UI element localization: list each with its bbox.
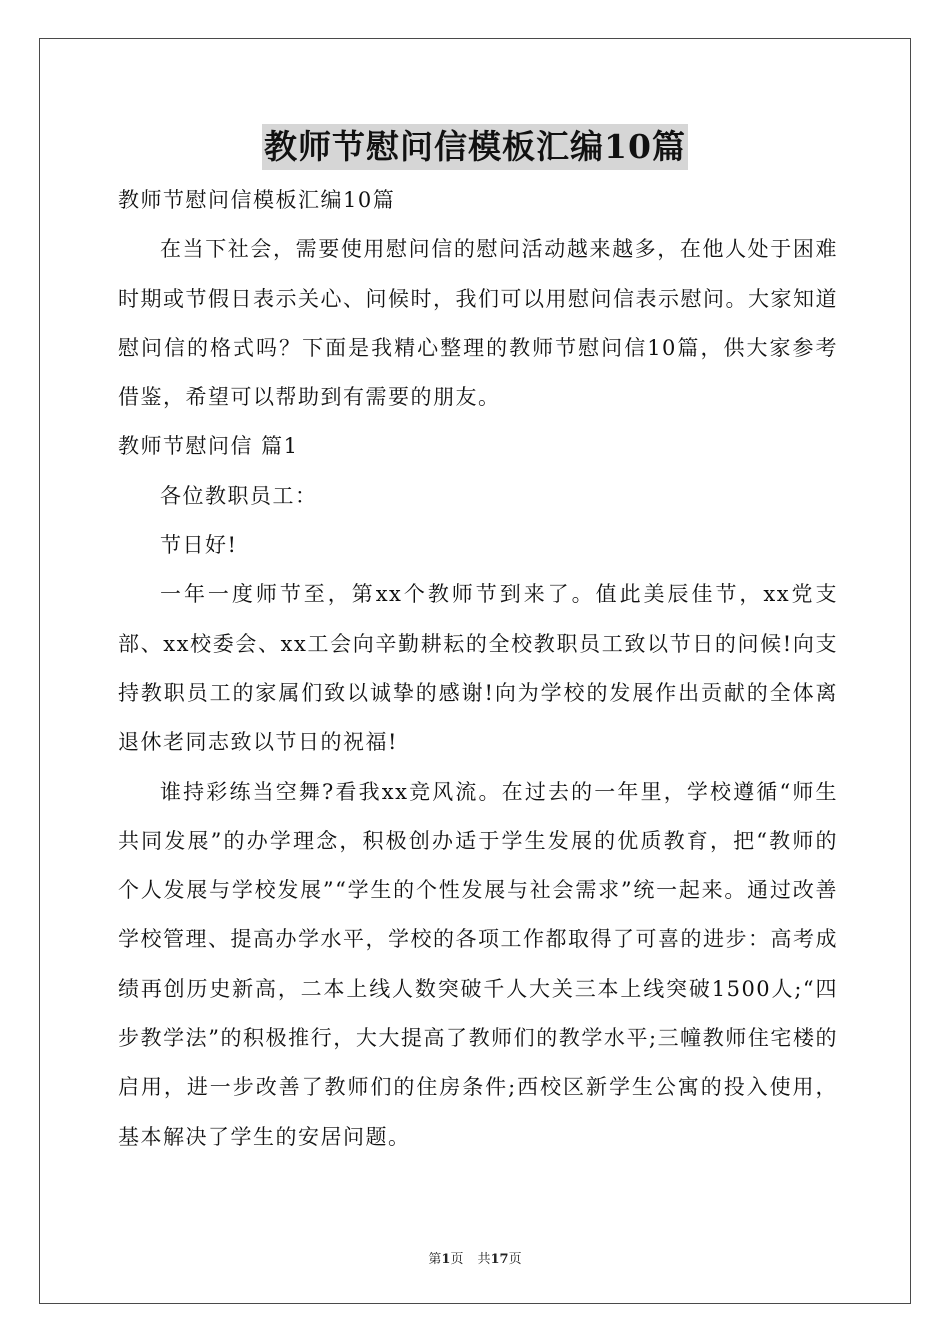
footer-page-prefix: 第	[428, 1252, 442, 1267]
document-title: 教师节慰问信模板汇编10篇	[262, 124, 688, 170]
body-paragraph: 各位教职员工：	[160, 483, 318, 508]
footer-page-number: 1	[441, 1252, 451, 1267]
body-paragraph: 在当下社会，需要使用慰问信的慰问活动越来越多，在他人处于困难时期或节假日表示关心、问候时，我们可以用慰问信表示慰问。大家知道慰问信的格式吗？下面是我精心整理的教师节慰问信10篇，供大家参考借鉴，希望可以帮助到有需要的朋友。	[118, 237, 838, 410]
body-paragraph: 教师节慰问信模板汇编10篇	[118, 188, 396, 212]
body-paragraph: 一年一度师节至，第xx个教师节到来了。值此美辰佳节，xx党支部、xx校委会、xx工会向辛勤耕耘的全校教职员工致以节日的问候!向支持教职员工的家属们致以诚挚的感谢!向为学校的发展作出贡献的全体离退休老同志致以节日的祝福!	[118, 582, 838, 755]
footer-total-prefix: 共	[477, 1252, 491, 1267]
title-container	[0, 124, 950, 170]
footer-total-suffix: 页	[508, 1252, 522, 1267]
body-paragraph: 教师节慰问信 篇1	[118, 434, 299, 459]
body-paragraph: 谁持彩练当空舞?看我xx竞风流。在过去的一年里，学校遵循“师生共同发展”的办学理念，积极创办适于学生发展的优质教育，把“教师的个人发展与学校发展”“学生的个性发展与社会需求”统一起来。通过改善学校管理、提高办学水平，学校的各项工作都取得了可喜的进步：高考成绩再创历史新高，二本上线人数突破千人大关三本上线突破1500人;“四步教学法”的积极推行，大大提高了教师们的教学水平;三幢教师住宅楼的启用，进一步改善了教师们的住房条件;西校区新学生公寓的投入使用，基本解决了学生的安居问题。	[118, 779, 838, 1149]
page-footer	[0, 1248, 950, 1267]
document-body	[118, 176, 838, 1162]
body-paragraph: 节日好!	[160, 533, 238, 558]
footer-total-pages: 17	[490, 1252, 509, 1267]
footer-page-suffix: 页	[450, 1252, 464, 1267]
